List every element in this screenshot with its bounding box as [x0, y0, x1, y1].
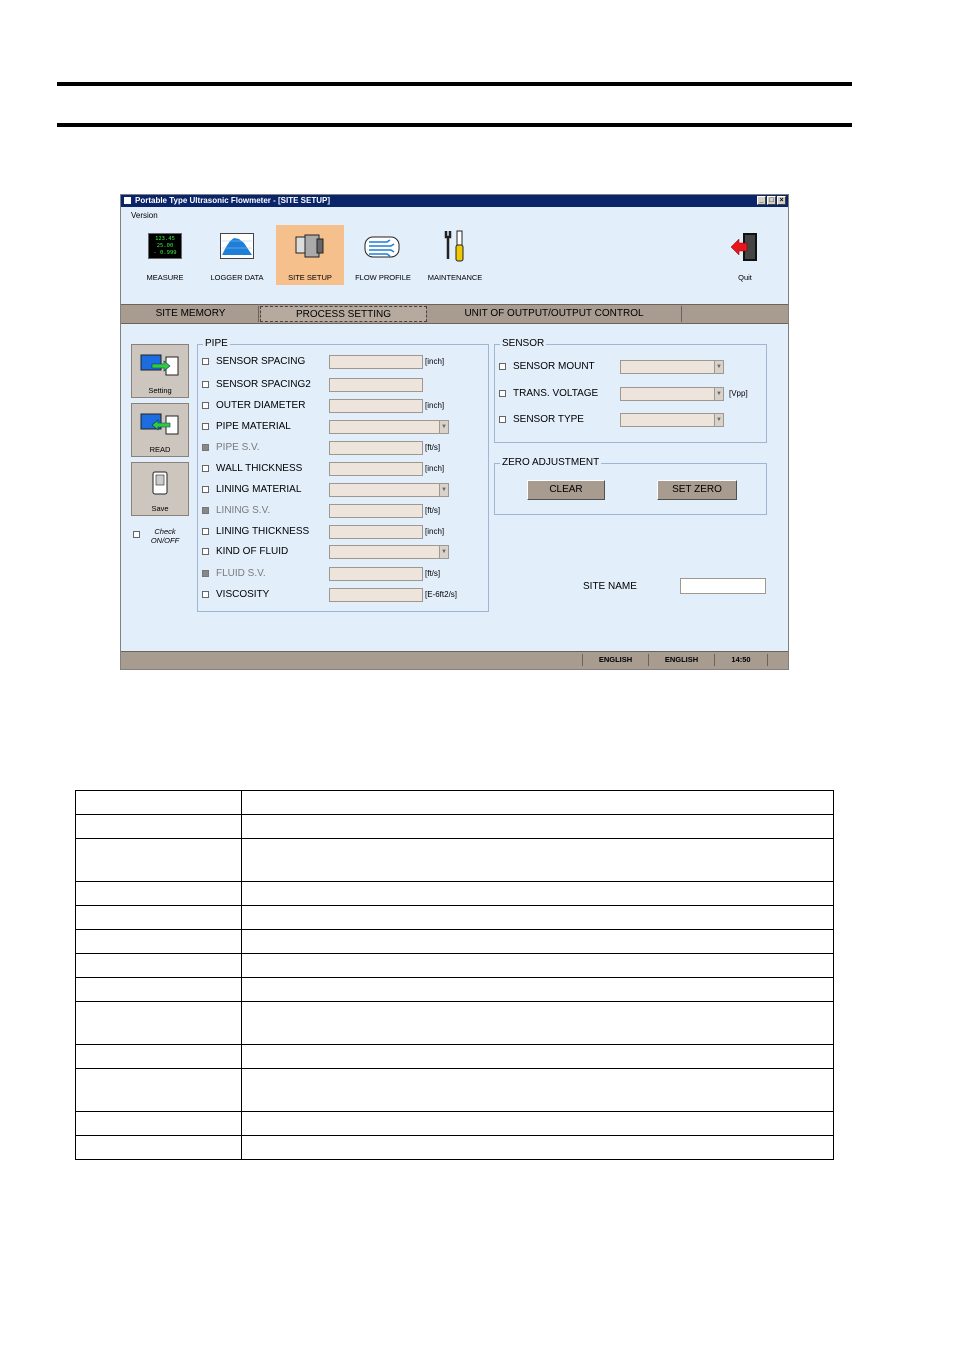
table-cell	[242, 906, 834, 930]
table-cell	[242, 1002, 834, 1045]
status-language-2: ENGLISH	[648, 654, 714, 666]
status-clock: 14:50	[714, 654, 768, 666]
pipe-row-label: VISCOSITY	[216, 589, 270, 600]
quit-door-icon	[729, 231, 761, 263]
pipe-row-combo[interactable]	[329, 545, 449, 559]
tool-quit-label: Quit	[738, 273, 752, 282]
pipe-row-label: LINING S.V.	[216, 505, 271, 516]
measure-display-icon: 123.45 25.00 - 0.999	[148, 233, 182, 259]
pipe-row-checkbox[interactable]	[202, 591, 209, 598]
pipe-row-checkbox[interactable]	[202, 423, 209, 430]
pipe-row-checkbox[interactable]	[202, 465, 209, 472]
pipe-row-unit: [ft/s]	[425, 443, 441, 452]
table-row	[76, 791, 834, 815]
pipe-row-input[interactable]	[329, 588, 423, 602]
pipe-row-checkbox[interactable]	[202, 528, 209, 535]
setting-transfer-icon	[140, 353, 180, 377]
pipe-row-input[interactable]	[329, 462, 423, 476]
pipe-row-combo[interactable]	[329, 420, 449, 434]
tool-maintenance-label: MAINTENANCE	[427, 273, 483, 282]
pipe-row-checkbox	[202, 444, 209, 451]
table-cell	[242, 1112, 834, 1136]
sensor-row-label: SENSOR TYPE	[513, 414, 584, 425]
sensor-group	[494, 338, 767, 443]
tool-measure[interactable]	[131, 225, 199, 285]
site-setup-icon	[293, 233, 327, 261]
pipe-row-unit: [inch]	[425, 527, 445, 536]
table-cell	[242, 839, 834, 882]
system-menu-icon[interactable]	[124, 197, 131, 204]
table-cell	[76, 954, 242, 978]
tool-site-setup-label: SITE SETUP	[288, 273, 332, 282]
table-row	[76, 1069, 834, 1112]
sensor-row	[499, 359, 764, 375]
process-setting-panel	[123, 324, 786, 650]
table-cell	[242, 930, 834, 954]
pipe-row-unit: [inch]	[425, 401, 445, 410]
pipe-row-input[interactable]	[329, 378, 423, 392]
tab-site-memory[interactable]: SITE MEMORY	[123, 306, 259, 322]
pipe-row-input[interactable]	[329, 355, 423, 369]
flow-profile-icon	[363, 233, 403, 261]
tool-site-setup[interactable]	[276, 225, 344, 285]
table-row	[76, 906, 834, 930]
tool-quit[interactable]	[711, 225, 779, 285]
check-onoff-label: Check ON/OFF	[150, 527, 180, 545]
close-button[interactable]: ×	[777, 196, 786, 205]
maintenance-tools-icon	[440, 229, 470, 263]
table-cell	[76, 906, 242, 930]
pipe-row-checkbox	[202, 570, 209, 577]
sensor-row-checkbox[interactable]	[499, 416, 506, 423]
table-row	[76, 1112, 834, 1136]
pipe-row	[202, 482, 486, 498]
chevron-down-icon[interactable]: ▼	[714, 361, 723, 373]
zero-adjustment-legend: ZERO ADJUSTMENT	[502, 457, 600, 468]
sensor-row-checkbox[interactable]	[499, 390, 506, 397]
table-row	[76, 1045, 834, 1069]
sensor-row-combo[interactable]	[620, 360, 724, 374]
table-cell	[242, 882, 834, 906]
status-bar	[121, 651, 788, 669]
pipe-row-input[interactable]	[329, 441, 423, 455]
sensor-row-combo[interactable]	[620, 387, 724, 401]
table-row	[76, 815, 834, 839]
pipe-row	[202, 587, 486, 603]
app-window	[120, 194, 789, 670]
chevron-down-icon[interactable]: ▼	[714, 414, 723, 426]
pipe-row	[202, 461, 486, 477]
tool-flow-profile[interactable]	[349, 225, 417, 285]
table-cell	[242, 1136, 834, 1160]
pipe-row-input[interactable]	[329, 399, 423, 413]
table-cell	[76, 882, 242, 906]
pipe-row	[202, 503, 486, 519]
clear-button[interactable]: CLEAR	[527, 480, 605, 500]
table-cell	[76, 1002, 242, 1045]
pipe-row	[202, 419, 486, 435]
pipe-legend: PIPE	[205, 338, 228, 349]
pipe-row	[202, 524, 486, 540]
tool-flow-profile-label: FLOW PROFILE	[355, 273, 411, 282]
pipe-row-checkbox[interactable]	[202, 548, 209, 555]
document-table	[75, 790, 834, 1160]
site-name-label: SITE NAME	[583, 581, 637, 592]
pipe-group	[197, 338, 489, 612]
table-row	[76, 930, 834, 954]
top-rule-1	[57, 82, 852, 86]
pipe-row-label: PIPE MATERIAL	[216, 421, 291, 432]
table-cell	[76, 930, 242, 954]
table-row	[76, 1136, 834, 1160]
pipe-row-unit: [E-6ft2/s]	[425, 590, 458, 599]
read-button[interactable]	[131, 403, 189, 457]
pipe-row-unit: [ft/s]	[425, 569, 441, 578]
window-title: Portable Type Ultrasonic Flowmeter - [SITE SETUP]	[135, 196, 330, 205]
table-row	[76, 954, 834, 978]
pipe-row	[202, 398, 486, 414]
menu-version[interactable]: Version	[131, 211, 158, 220]
pipe-row-label: PIPE S.V.	[216, 442, 260, 453]
pipe-row-unit: [ft/s]	[425, 506, 441, 515]
pipe-row-checkbox[interactable]	[202, 358, 209, 365]
pipe-row-unit: [inch]	[425, 357, 445, 366]
sensor-row	[499, 386, 764, 402]
tab-bar	[121, 304, 788, 324]
pipe-row	[202, 566, 486, 582]
table-cell	[242, 1045, 834, 1069]
minimize-button[interactable]: _	[757, 196, 766, 205]
chevron-down-icon[interactable]: ▼	[439, 484, 448, 496]
read-button-label: READ	[149, 445, 171, 454]
maximize-button[interactable]: □	[767, 196, 776, 205]
tool-logger-data[interactable]	[203, 225, 271, 285]
table-cell	[242, 815, 834, 839]
pipe-row-label: WALL THICKNESS	[216, 463, 303, 474]
tab-process-setting[interactable]: PROCESS SETTING	[260, 306, 427, 322]
pipe-row-combo[interactable]	[329, 483, 449, 497]
chevron-down-icon[interactable]: ▼	[439, 421, 448, 433]
pipe-row-checkbox[interactable]	[202, 402, 209, 409]
pipe-row-label: LINING MATERIAL	[216, 484, 302, 495]
setting-button[interactable]	[131, 344, 189, 398]
table-cell	[76, 1136, 242, 1160]
pipe-row-label: OUTER DIAMETER	[216, 400, 306, 411]
table-cell	[76, 1112, 242, 1136]
pipe-row	[202, 377, 486, 393]
table-cell	[76, 839, 242, 882]
table-cell	[242, 791, 834, 815]
zero-adjustment-group	[494, 457, 767, 515]
chevron-down-icon[interactable]: ▼	[439, 546, 448, 558]
table-cell	[242, 978, 834, 1002]
sensor-row	[499, 412, 764, 428]
pipe-row-checkbox[interactable]	[202, 486, 209, 493]
pipe-row-input[interactable]	[329, 525, 423, 539]
device-save-icon	[150, 471, 170, 495]
title-bar	[121, 195, 788, 207]
status-language-1: ENGLISH	[582, 654, 648, 666]
sensor-row-checkbox[interactable]	[499, 363, 506, 370]
top-rule-2	[57, 123, 852, 127]
pipe-row	[202, 354, 486, 370]
pipe-row-label: SENSOR SPACING2	[216, 379, 311, 390]
tab-unit-output-control[interactable]: UNIT OF OUTPUT/OUTPUT CONTROL	[427, 306, 682, 322]
sensor-row-unit: [Vpp]	[729, 389, 748, 398]
setting-button-label: Setting	[148, 386, 172, 395]
table-cell	[242, 954, 834, 978]
pipe-row-input[interactable]	[329, 567, 423, 581]
pipe-row-unit: [inch]	[425, 464, 445, 473]
pipe-row	[202, 544, 486, 560]
table-cell	[76, 978, 242, 1002]
logger-chart-icon	[220, 233, 254, 259]
table-cell	[242, 1069, 834, 1112]
sensor-row-combo[interactable]	[620, 413, 724, 427]
pipe-row-checkbox[interactable]	[202, 381, 209, 388]
table-cell	[76, 791, 242, 815]
table-cell	[76, 815, 242, 839]
sensor-row-label: SENSOR MOUNT	[513, 361, 595, 372]
table-cell	[76, 1045, 242, 1069]
save-button-label: Save	[151, 504, 169, 513]
tool-measure-label: MEASURE	[146, 273, 184, 282]
pipe-row	[202, 440, 486, 456]
pipe-row-checkbox	[202, 507, 209, 514]
toolbar	[121, 225, 788, 305]
pipe-row-label: FLUID S.V.	[216, 568, 266, 579]
tool-logger-data-label: LOGGER DATA	[210, 273, 264, 282]
save-button[interactable]	[131, 462, 189, 516]
site-name-input[interactable]	[680, 578, 766, 594]
table-row	[76, 882, 834, 906]
set-zero-button[interactable]: SET ZERO	[657, 480, 737, 500]
pipe-row-label: SENSOR SPACING	[216, 356, 306, 367]
tool-maintenance[interactable]	[421, 225, 489, 285]
table-cell	[76, 1069, 242, 1112]
sensor-row-label: TRANS. VOLTAGE	[513, 388, 599, 399]
chevron-down-icon[interactable]: ▼	[714, 388, 723, 400]
read-transfer-icon	[140, 412, 180, 436]
check-onoff-checkbox[interactable]	[133, 531, 140, 538]
table-row	[76, 978, 834, 1002]
pipe-row-label: KIND OF FLUID	[216, 546, 289, 557]
pipe-row-label: LINING THICKNESS	[216, 526, 310, 537]
pipe-row-input[interactable]	[329, 504, 423, 518]
table-row	[76, 839, 834, 882]
sensor-legend: SENSOR	[502, 338, 545, 349]
table-row	[76, 1002, 834, 1045]
